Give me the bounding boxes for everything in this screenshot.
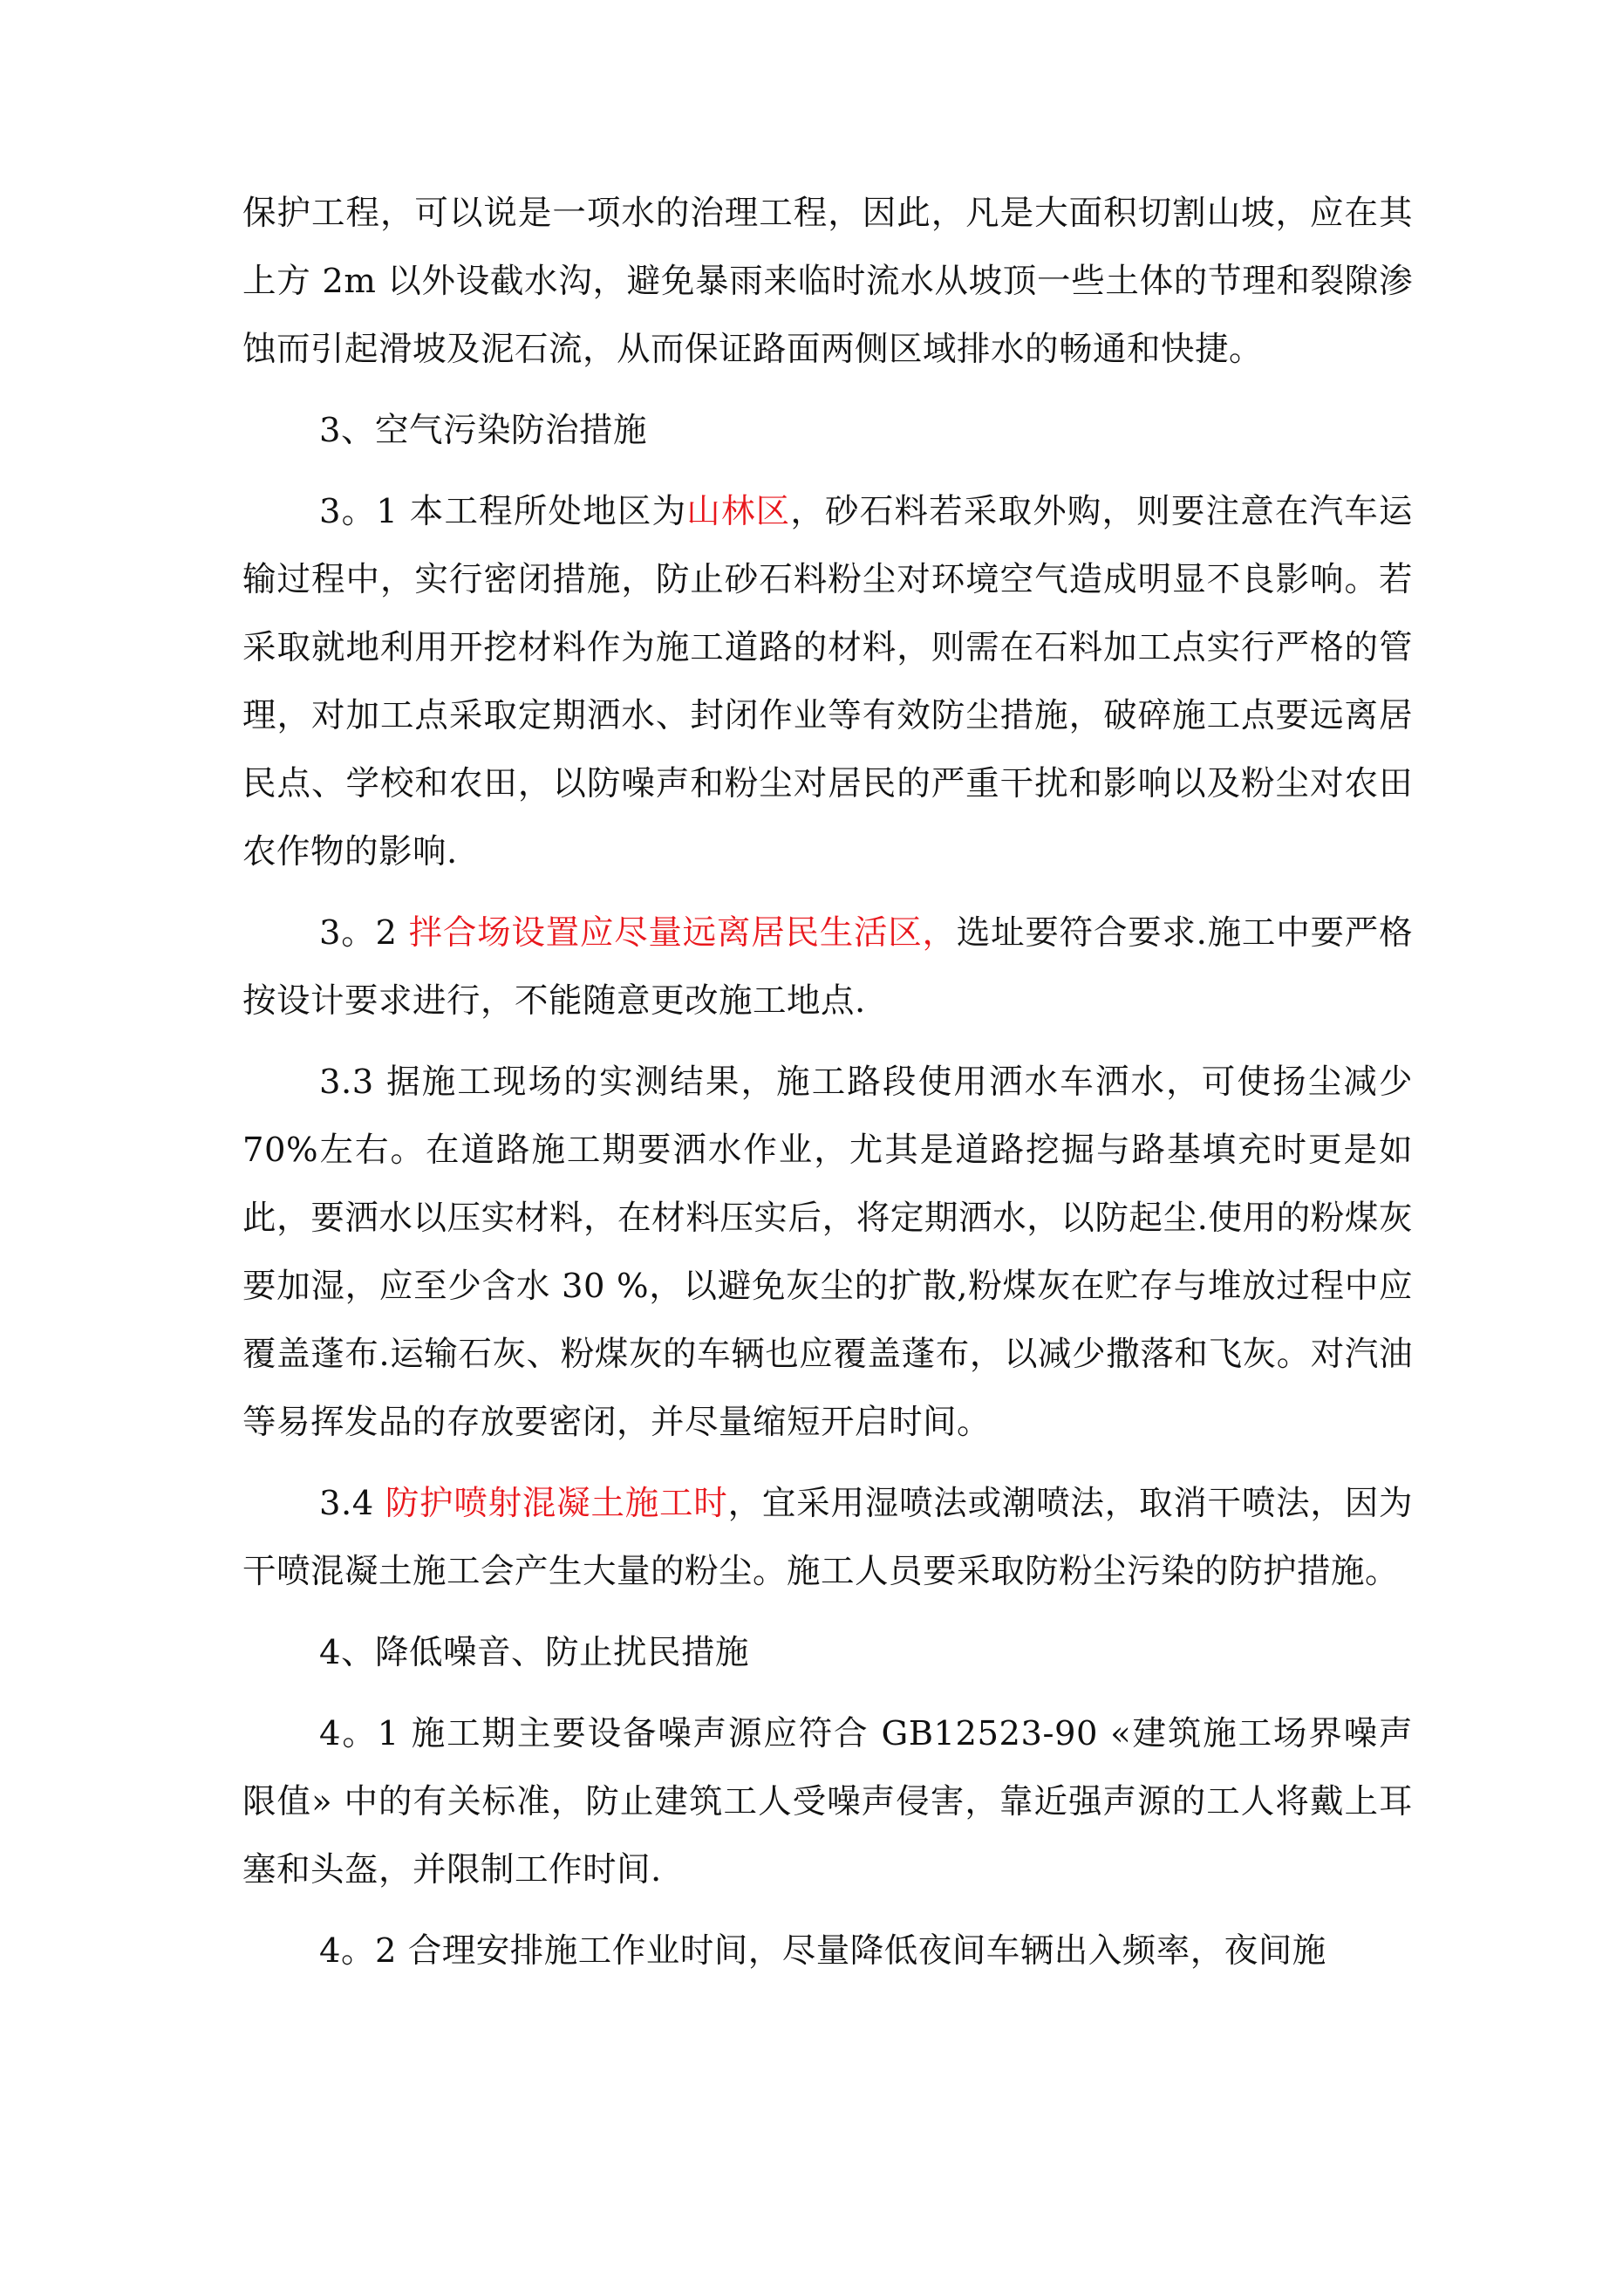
section-heading bbox=[242, 397, 1413, 465]
heading-text: 3、空气污染防治措施 bbox=[319, 411, 647, 450]
paragraph bbox=[242, 1049, 1413, 1457]
highlighted-text: 山林区 bbox=[686, 492, 791, 531]
paragraph-text: 3。1 本工程所处地区为 bbox=[319, 492, 687, 531]
paragraph-text: 3。2 bbox=[319, 913, 409, 953]
section-heading bbox=[242, 1619, 1413, 1687]
paragraph bbox=[242, 1470, 1413, 1606]
paragraph bbox=[242, 478, 1413, 886]
document-body bbox=[242, 180, 1413, 1999]
paragraph-text: ，宜采用湿喷法或潮喷法，取消干喷法，因为干喷混凝土施工会产生大量的粉尘。施工人员要采取防粉尘污染的防护措施。 bbox=[242, 1484, 1413, 1591]
paragraph-text: 4。1 施工期主要设备噪声源应符合 GB12523-90 «建筑施工场界噪声限值» 中的有关标准，防止建筑工人受噪声侵害，靠近强声源的工人将戴上耳塞和头盔，并限制工作时间. bbox=[242, 1714, 1413, 1889]
heading-text: 4、降低噪音、防止扰民措施 bbox=[319, 1633, 749, 1672]
paragraph-text: 4。2 合理安排施工作业时间，尽量降低夜间车辆出入频率，夜间施 bbox=[319, 1931, 1326, 1971]
paragraph-text: ，砂石料若采取外购，则要注意在汽车运输过程中，实行密闭措施，防止砂石料粉尘对环境空气造成明显不良影响。若采取就地利用开挖材料作为施工道路的材料，则需在石料加工点实行严格的管理，对加工点采取定期洒水、封闭作业等有效防尘措施，破碎施工点要远离居民点、学校和农田，以防噪声和粉尘对居民的严重干扰和影响以及粉尘对农田农作物的影响. bbox=[242, 492, 1413, 871]
paragraph bbox=[242, 899, 1413, 1035]
highlighted-text: 防护喷射混凝土施工时 bbox=[385, 1484, 728, 1523]
paragraph-text: 3.4 bbox=[319, 1484, 385, 1523]
paragraph bbox=[242, 180, 1413, 384]
paragraph bbox=[242, 1917, 1413, 1985]
paragraph bbox=[242, 1700, 1413, 1904]
paragraph-text: 3.3 据施工现场的实测结果，施工路段使用洒水车洒水，可使扬尘减少 70%左右。在道路施工期要洒水作业，尤其是道路挖掘与路基填充时更是如此，要洒水以压实材料，在材料压实后，将定期洒水，以防起尘.使用的粉煤灰要加湿，应至少含水 30 %，以避免灰尘的扩散,粉煤灰在贮存与堆放过程中应覆盖蓬布.运输石灰、粉煤灰的车辆也应覆盖蓬布，以减少撒落和飞灰。对汽油等易挥发品的存放要密闭，并尽量缩短开启时间。 bbox=[242, 1063, 1413, 1442]
highlighted-text: 拌合场设置应尽量远离居民生活区， bbox=[408, 913, 957, 953]
paragraph-text: 选址要符合要求.施工中要严格按设计要求进行，不能随意更改施工地点. bbox=[242, 913, 1413, 1021]
paragraph-text: 保护工程，可以说是一项水的治理工程，因此，凡是大面积切割山坡，应在其上方 2m 以外设截水沟，避免暴雨来临时流水从坡顶一些土体的节理和裂隙渗蚀而引起滑坡及泥石流，从而保证路面两侧区域排水的畅通和快捷。 bbox=[242, 194, 1413, 369]
